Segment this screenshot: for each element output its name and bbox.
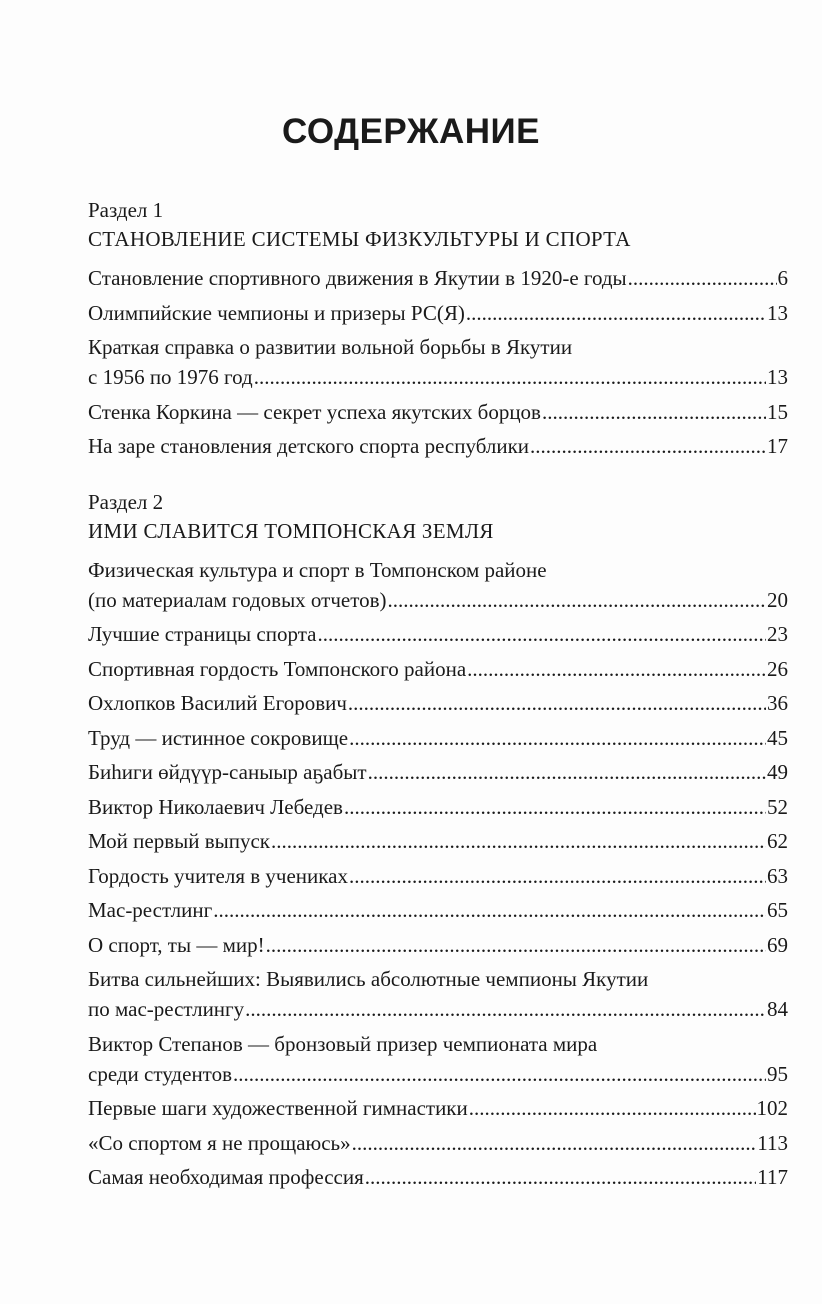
- entry-line: [88, 1162, 788, 1192]
- toc-entry[interactable]: [88, 1128, 788, 1158]
- toc-entry[interactable]: [88, 757, 788, 787]
- entry-title: Виктор Николаевич Лебедев: [88, 794, 343, 819]
- entry-line: [88, 895, 788, 925]
- entry-title: О спорт, ты — мир!: [88, 932, 265, 957]
- entry-title: Гордость учителя в учениках: [88, 863, 348, 888]
- entry-line: [88, 792, 788, 822]
- entry-title: «Со спортом я не прощаюсь»: [88, 1130, 351, 1155]
- entry-title: Биһиги өйдүүр-саныыр аҕабыт: [88, 760, 367, 784]
- entry-title-first-line: Физическая культура и спорт в Томпонском районе: [88, 557, 547, 582]
- toc-entry[interactable]: [88, 1162, 788, 1192]
- entry-line: [88, 757, 788, 787]
- toc-entry[interactable]: [88, 1093, 788, 1123]
- page-number: 62: [767, 829, 788, 853]
- toc-entry[interactable]: [88, 964, 788, 1024]
- section-label: Раздел 1: [88, 198, 164, 222]
- page-number: 13: [767, 365, 788, 389]
- page-title: СОДЕРЖАНИЕ: [281, 112, 540, 151]
- dot-leader: [349, 861, 766, 891]
- entry-title: Самая необходимая профессия: [88, 1165, 364, 1189]
- entry-line: [88, 397, 788, 427]
- entry-title: Лучшие страницы спорта: [88, 622, 317, 646]
- dot-leader: [388, 585, 766, 615]
- toc-entry[interactable]: [88, 263, 788, 293]
- section-title: СТАНОВЛЕНИЕ СИСТЕМЫ ФИЗКУЛЬТУРЫ И СПОРТА: [88, 227, 631, 251]
- page-number: 52: [767, 794, 788, 819]
- toc-entry[interactable]: [88, 555, 788, 615]
- dot-leader: [530, 431, 766, 461]
- section-title: ИМИ СЛАВИТСЯ ТОМПОНСКАЯ ЗЕМЛЯ: [88, 518, 494, 543]
- entry-line: [88, 362, 788, 392]
- entry-title: по мас-рестлингу: [88, 997, 245, 1021]
- entry-title: Мой первый выпуск: [88, 829, 270, 853]
- page-number: 113: [757, 1130, 788, 1155]
- toc-section: [88, 196, 788, 461]
- section-gap: [88, 466, 788, 488]
- page-number: 117: [757, 1165, 788, 1189]
- page-number: 45: [767, 725, 788, 750]
- dot-leader: [469, 1093, 756, 1123]
- dot-leader: [467, 654, 766, 684]
- entry-line: [88, 431, 788, 461]
- dot-leader: [368, 757, 766, 787]
- entry-line: [88, 930, 788, 960]
- page-number: 23: [767, 622, 788, 646]
- toc-entry[interactable]: [88, 930, 788, 960]
- page-number: 26: [767, 656, 788, 681]
- entry-line: [88, 861, 788, 891]
- page-number: 65: [767, 898, 788, 922]
- dot-leader: [344, 792, 766, 822]
- toc-entry[interactable]: [88, 723, 788, 753]
- toc-section: [88, 488, 788, 1193]
- dot-leader: [233, 1059, 766, 1089]
- entry-title: (по материалам годовых отчетов): [88, 587, 387, 612]
- toc-entry[interactable]: [88, 298, 788, 328]
- page-number: 95: [767, 1061, 788, 1086]
- entry-title-first-line: Краткая справка о развитии вольной борьбы в Якутии: [88, 335, 573, 359]
- toc-entry[interactable]: [88, 1029, 788, 1089]
- dot-leader: [349, 723, 766, 753]
- dot-leader: [348, 688, 766, 718]
- entry-title-first-line: Битва сильнейших: Выявились абсолютные чемпионы Якутии: [88, 967, 649, 991]
- entry-title: Спортивная гордость Томпонского района: [88, 656, 467, 681]
- entry-line: [88, 994, 788, 1024]
- entry-title: На заре становления детского спорта республики: [88, 434, 530, 458]
- entry-line: [88, 263, 788, 293]
- toc-entry[interactable]: [88, 688, 788, 718]
- dot-leader: [466, 298, 766, 328]
- page-number: 15: [767, 399, 788, 424]
- entry-title: Мас-рестлинг: [88, 898, 213, 922]
- dot-leader: [542, 397, 766, 427]
- entry-line: [88, 585, 788, 615]
- entry-title: Становление спортивного движения в Якутии в 1920-е годы: [88, 266, 627, 290]
- entry-title: Стенка Коркина — секрет успеха якутских борцов: [88, 399, 541, 424]
- entry-title: Первые шаги художественной гимнастики: [88, 1096, 468, 1120]
- dot-leader: [213, 895, 766, 925]
- dot-leader: [628, 263, 777, 293]
- dot-leader: [365, 1162, 756, 1192]
- entry-line: [88, 688, 788, 718]
- page-number: 49: [767, 760, 788, 784]
- dot-leader: [266, 930, 766, 960]
- entry-line: [88, 1128, 788, 1158]
- toc-entry[interactable]: [88, 861, 788, 891]
- entry-line: [88, 298, 788, 328]
- page-number: 17: [767, 434, 788, 458]
- dot-leader: [352, 1128, 757, 1158]
- entry-title: с 1956 по 1976 год: [88, 365, 253, 389]
- page-number: 102: [756, 1096, 788, 1120]
- page-number: 13: [767, 300, 788, 325]
- page-number: 6: [777, 266, 788, 290]
- entry-title: Труд — истинное сокровище: [88, 725, 349, 750]
- toc-entry[interactable]: [88, 397, 788, 427]
- entry-line: [88, 1059, 788, 1089]
- entry-line: [88, 654, 788, 684]
- toc-entry[interactable]: [88, 792, 788, 822]
- section-label: Раздел 2: [88, 489, 164, 514]
- entry-title-first-line: Виктор Степанов — бронзовый призер чемпионата мира: [88, 1031, 598, 1056]
- entry-line: [88, 723, 788, 753]
- dot-leader: [271, 826, 766, 856]
- toc-entry[interactable]: [88, 431, 788, 461]
- toc-entry[interactable]: [88, 826, 788, 856]
- entry-title: Охлопков Василий Егорович: [88, 691, 347, 715]
- page-number: 20: [767, 587, 788, 612]
- toc-entry[interactable]: [88, 895, 788, 925]
- page-number: 69: [767, 932, 788, 957]
- page-number: 84: [767, 997, 788, 1021]
- toc-entry[interactable]: [88, 654, 788, 684]
- entry-title: среди студентов: [88, 1061, 232, 1086]
- toc-entry[interactable]: [88, 619, 788, 649]
- dot-leader: [245, 994, 766, 1024]
- table-of-contents: [88, 196, 788, 1197]
- entry-line: [88, 826, 788, 856]
- entry-line: [88, 1093, 788, 1123]
- dot-leader: [254, 362, 766, 392]
- toc-entry[interactable]: [88, 332, 788, 392]
- page-number: 36: [767, 691, 788, 715]
- dot-leader: [317, 619, 766, 649]
- entry-line: [88, 619, 788, 649]
- page-number: 63: [767, 863, 788, 888]
- entry-title: Олимпийские чемпионы и призеры РС(Я): [88, 300, 465, 325]
